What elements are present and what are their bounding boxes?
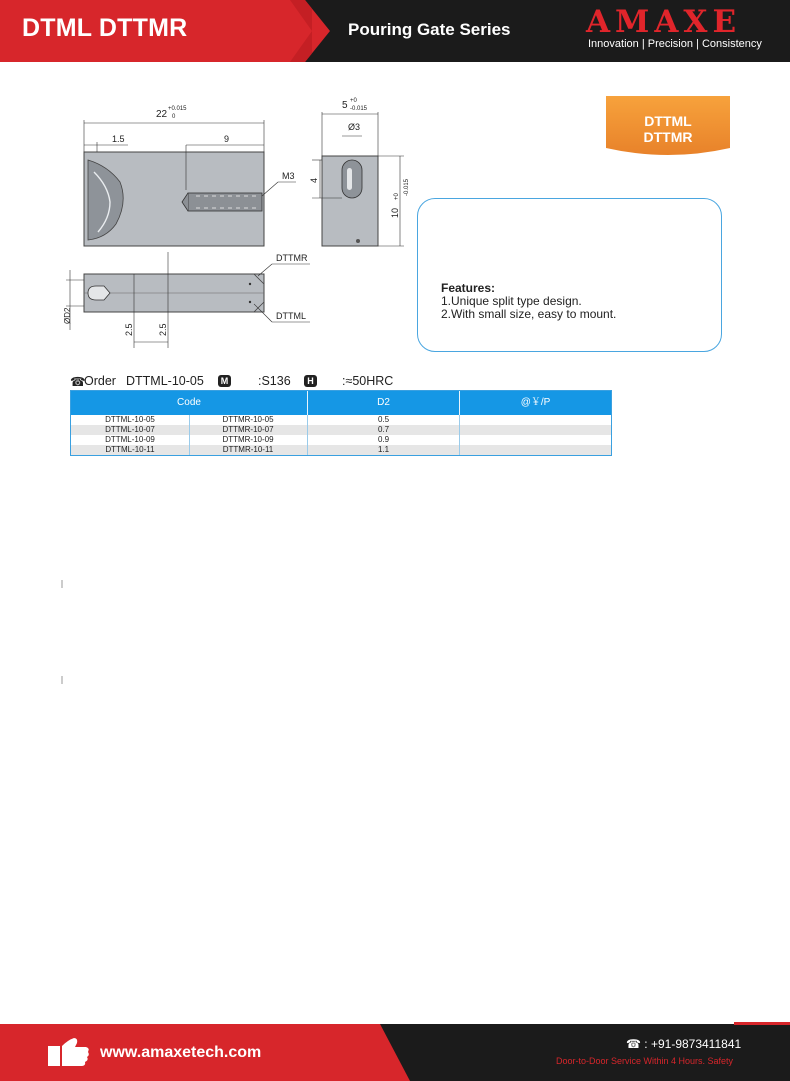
dim-width-tol2: -0.015 (350, 106, 368, 112)
dim-length-tol: +0.015 (168, 106, 187, 112)
phone-order-icon: ☎ (70, 375, 86, 389)
thread-label: M3 (282, 171, 295, 181)
order-hardness: :≈50HRC (342, 374, 394, 388)
margin-mark (61, 676, 63, 684)
dim-1-5: 1.5 (112, 134, 125, 144)
d2-value: 0.9 (377, 435, 390, 444)
feature-item: 1.Unique split type design. (441, 294, 582, 308)
service-note: Door-to-Door Service Within 4 Hours. Safety (556, 1056, 734, 1066)
table-header (71, 391, 611, 415)
badge-line-1: DTTML (644, 113, 692, 129)
dim-2-5-a: 2.5 (124, 323, 134, 336)
pointing-hand-icon (46, 1036, 90, 1068)
phone-number (626, 1037, 741, 1051)
dim-bore: Ø3 (348, 122, 361, 132)
code-left: DTTML-10-05 (105, 415, 155, 424)
code-right: DTTMR-10-05 (222, 415, 274, 424)
dim-9: 9 (224, 134, 230, 144)
code-left: DTTML-10-07 (105, 425, 155, 434)
d2-value: 0.5 (377, 415, 390, 424)
dim-d2: ØD2 (63, 307, 72, 324)
badge-line-2: DTTMR (643, 129, 693, 145)
dim-2-5-b: 2.5 (158, 323, 168, 336)
features-box (417, 198, 722, 352)
d2-value: 1.1 (377, 445, 390, 454)
table-row (71, 415, 611, 425)
code-right: DTTMR-10-11 (222, 445, 274, 454)
dim-height-tol2: -0.015 (404, 178, 410, 196)
badge-text (606, 113, 730, 145)
brand-tagline: Innovation | Precision | Consistency (588, 38, 762, 50)
d2-value: 0.7 (377, 425, 390, 434)
label-dttmr: DTTMR (276, 253, 308, 263)
order-label: Order (84, 374, 116, 388)
technical-drawing (58, 90, 418, 355)
header-code: Code (177, 397, 201, 408)
order-example: DTTML-10-05 (126, 374, 204, 388)
table-row (71, 435, 611, 445)
code-left: DTTML-10-09 (105, 435, 155, 444)
page-title: DTML DTTMR (22, 14, 188, 42)
order-material: :S136 (258, 374, 291, 388)
dim-height: 10 (390, 207, 400, 218)
material-badge: M (218, 375, 231, 387)
dim-width-tol: +0 (350, 98, 357, 104)
code-right: DTTMR-10-09 (222, 435, 274, 444)
hardness-badge: H (304, 375, 317, 387)
features-title: Features: (441, 281, 496, 295)
header-d2: D2 (377, 397, 390, 408)
dim-width: 5 (342, 100, 348, 111)
dim-height-tol: +0 (394, 193, 400, 200)
dim-4: 4 (309, 177, 319, 183)
website-link[interactable]: www.amaxetech.com (100, 1044, 262, 1061)
code-left: DTTML-10-11 (105, 445, 155, 454)
feature-item: 2.With small size, easy to mount. (441, 307, 617, 321)
brand-logo: AMAXE (586, 4, 742, 40)
table-row (71, 425, 611, 435)
phone-icon: ☎ (626, 1037, 641, 1051)
dim-length: 22 (156, 109, 168, 120)
footer-accent (734, 1022, 790, 1025)
series-title: Pouring Gate Series (348, 20, 511, 39)
header-price: @￥/P (520, 397, 551, 408)
code-right: DTTMR-10-07 (222, 425, 274, 434)
phone-text: : +91-9873411841 (644, 1037, 742, 1051)
dim-length-tol2: 0 (172, 114, 176, 120)
table-row (71, 445, 611, 455)
label-dttml: DTTML (276, 311, 306, 321)
margin-mark (61, 580, 63, 588)
order-table (70, 390, 612, 456)
